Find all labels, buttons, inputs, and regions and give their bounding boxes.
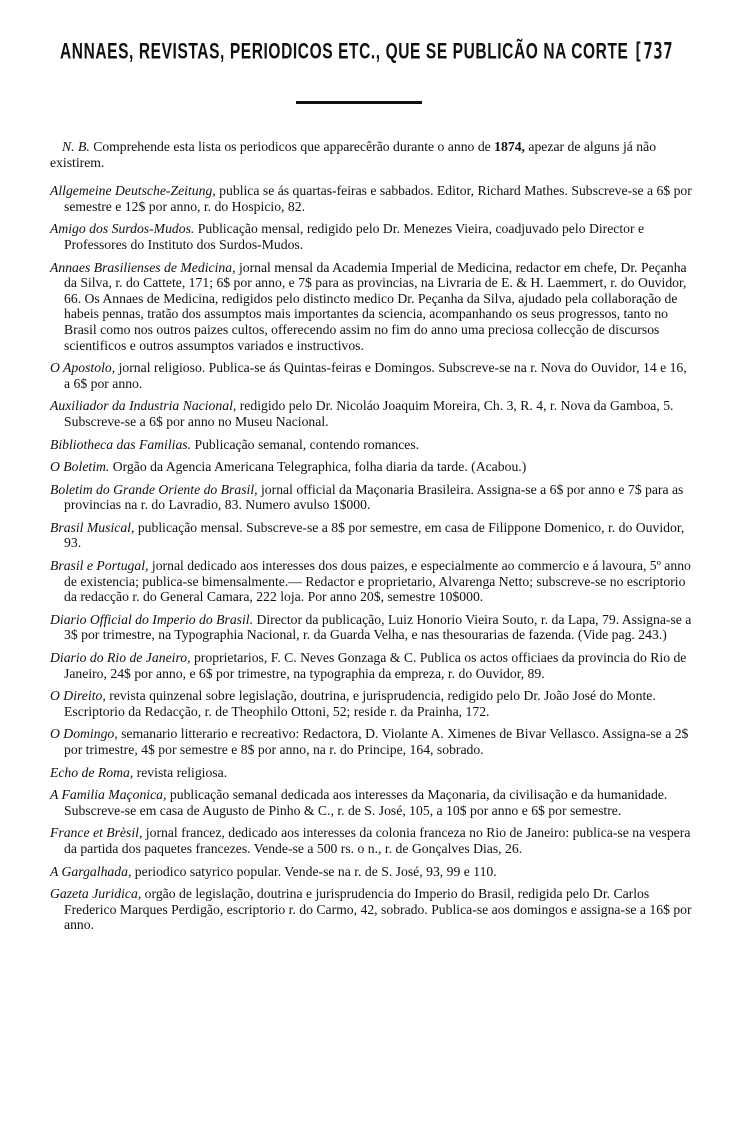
entry-text: Publicação mensal, redigido pelo Dr. Menezes Vieira, coadjuvado pelo Director e Professores do Instituto dos Surdos-Mudos.	[64, 221, 645, 252]
entry-text: jornal mensal da Academia Imperial de Medicina, redactor em chefe, Dr. Peçanha da Silva, r. do Cattete, 171; 6$ por anno, e 7$ para as provincias, na Livraria de E. & H. Laemmert, r. do Ouvidor, 66. Os Annaes de Medicina, redigidos pelo distincto medico Dr. Peçanha da Silva, ajudado pela collaboração de habeis pennas, tratão dos assumptos mais importantes da sciencia, acompanhando os seus progressos, tanto no Brasil como nos outros paizes cultos, offerecendo assim no fim do anno uma preciosa collecção de discursos scientificos e outros assumptos variados e instructivos.	[64, 259, 687, 353]
entry-text: publicação semanal dedicada aos interesses da Maçonaria, da civilisação e da humanidade. Subscreve-se em casa de Augusto de Pinho & C., r. de S. José, 105, a 10$ por anno e 6$ por semestre.	[64, 787, 668, 818]
entry-diario-do-rio	[50, 650, 692, 681]
entry-boletim-grande-oriente	[50, 482, 692, 513]
entry-brasil-e-portugal	[50, 558, 692, 605]
entry-allgemeine-deutsche-zeitung	[50, 183, 692, 214]
entry-text: Publicação semanal, contendo romances.	[191, 436, 420, 452]
page-number: [737	[633, 38, 674, 65]
entry-title: Bibliotheca das Familias.	[50, 436, 192, 452]
entry-text: jornal dedicado aos interesses dos dous paizes, e especialmente ao commercio e á lavoura, 5º anno de existencia; publica-se bimensalmente.— Redactor e proprietario, Alvarenga Netto; subscreve-se no escriptorio da redacção r. do General Camara, 222 loja. Por anno 20$, semestre 10$000.	[64, 558, 691, 605]
entry-text: redigido pelo Dr. Nicoláo Joaquim Moreira, Ch. 3, R. 4, r. Nova da Gamboa, 5. Subscreve-se a 6$ por anno no Museu Nacional.	[64, 398, 674, 429]
entry-text: jornal francez, dedicado aos interesses da colonia franceza no Rio de Janeiro: publica-se na vespera da partida dos paquetes francezes. Vende-se a 500 rs. o n., r. de Gonçalves Dias, 26.	[64, 825, 691, 856]
entry-text: publica se ás quartas-feiras e sabbados. Editor, Richard Mathes. Subscreve-se a 6$ por semestre e 12$ por anno, r. do Hospicio, 82.	[64, 183, 692, 214]
entry-title: Amigo dos Surdos-Mudos.	[50, 221, 195, 237]
entry-title: Echo de Roma,	[50, 764, 134, 780]
entry-title: Brasil Musical,	[50, 519, 135, 535]
note-label: N. B.	[62, 139, 90, 154]
entry-text: publicação mensal. Subscreve-se a 8$ por semestre, em casa de Filippone Domenico, r. do Ouvidor, 93.	[64, 519, 685, 551]
entry-a-gargalhada	[50, 864, 692, 880]
entry-title: France et Brèsil,	[50, 825, 143, 841]
entry-title: Allgemeine Deutsche-Zeitung,	[50, 183, 216, 199]
entry-title: Auxiliador da Industria Nacional,	[50, 398, 237, 414]
entry-title: Gazeta Juridica,	[50, 886, 142, 902]
periodicals-list	[50, 139, 692, 940]
running-header	[60, 38, 674, 66]
entry-title: Diario do Rio de Janeiro,	[50, 650, 191, 666]
note-text-end: apezar de alguns já não existirem.	[50, 139, 657, 170]
entry-text: jornal religioso. Publica-se ás Quintas-feiras e Domingos. Subscreve-se na r. Nova do Ouvidor, 14 e 16, a 6$ por anno.	[64, 360, 687, 391]
entry-text: periodico satyrico popular. Vende-se na r. de S. José, 93, 99 e 110.	[131, 863, 497, 879]
entry-title: Diario Official do Imperio do Brasil.	[50, 611, 254, 627]
note-year: 1874,	[494, 139, 525, 154]
entry-text: proprietarios, F. C. Neves Gonzaga & C. Publica os actos officiaes da provincia do Rio de Janeiro, 24$ por anno, e 6$ por trimestre, na typographia da empreza, r. do Ouvidor, 89.	[64, 650, 687, 681]
entry-text: semanario litterario e recreativo: Redactora, D. Violante A. Ximenes de Bivar Vellasco. Assigna-se a 2$ por trimestre, 4$ por semestre e 8$ por anno, na r. do Principe, 164, sobrado.	[64, 726, 689, 757]
entry-title: A Gargalhada,	[50, 863, 132, 879]
entry-title: Annaes Brasilienses de Medicina,	[50, 259, 236, 275]
entry-familia-maconica	[50, 787, 692, 818]
entry-text: jornal official da Maçonaria Brasileira. Assigna-se a 6$ por anno e 7$ para as provincias na r. do Lavradio, 83. Numero avulso 1$000.	[64, 481, 684, 513]
entry-text: orgão de legislação, doutrina e jurisprudencia do Imperio do Brasil, redigida pelo Dr. Carlos Frederico Marques Perdigão, escriptorio r. do Carmo, 42, sobrado. Publica-se aos domingos e assigna-se a 16$ por anno.	[64, 886, 692, 933]
entry-text: revista religiosa.	[133, 764, 228, 780]
entry-title: Boletim do Grande Oriente do Brasil,	[50, 481, 258, 497]
entry-echo-de-roma	[50, 765, 692, 781]
entry-brasil-musical	[50, 520, 692, 551]
entry-annaes-brasilienses	[50, 260, 692, 354]
entry-diario-official	[50, 612, 692, 643]
entry-o-direito	[50, 688, 692, 719]
entry-title: A Familia Maçonica,	[50, 787, 167, 803]
entry-text: Orgão da Agencia Americana Telegraphica, folha diaria da tarde. (Acabou.)	[109, 459, 527, 475]
entry-o-domingo	[50, 726, 692, 757]
running-title: ANNAES, REVISTAS, PERIODICOS ETC., QUE SE PUBLICÃO NA CORTE	[60, 39, 629, 65]
entry-text: Director da publicação, Luiz Honorio Vieira Souto, r. da Lapa, 79. Assigna-se a 3$ por trimestre, na Typographia Nacional, r. da Guarda Velha, e nas thesourarias de fazenda. (Vide pag. 243.)	[64, 611, 692, 643]
introductory-note	[50, 139, 692, 170]
note-text-start: Comprehende esta lista os periodicos que apparecêrão durante o anno de	[89, 139, 495, 154]
entry-bibliotheca-das-familias	[50, 437, 692, 453]
entry-france-et-bresil	[50, 825, 692, 856]
entry-title: O Domingo,	[50, 726, 118, 742]
entry-title: O Direito,	[50, 688, 106, 704]
entry-gazeta-juridica	[50, 886, 692, 933]
entry-o-apostolo	[50, 360, 692, 391]
entry-amigo-dos-surdos-mudos	[50, 221, 692, 252]
header-rule	[296, 101, 422, 104]
entry-title: O Boletim.	[50, 459, 110, 475]
entry-text: revista quinzenal sobre legislação, doutrina, e jurisprudencia, redigido pelo Dr. João José do Monte. Escriptorio da Redacção, r. de Theophilo Ottoni, 52; reside r. da Prainha, 172.	[64, 688, 656, 719]
entry-o-boletim	[50, 459, 692, 475]
entry-auxiliador	[50, 398, 692, 429]
entry-title: Brasil e Portugal,	[50, 558, 149, 574]
entry-title: O Apostolo,	[50, 360, 116, 376]
